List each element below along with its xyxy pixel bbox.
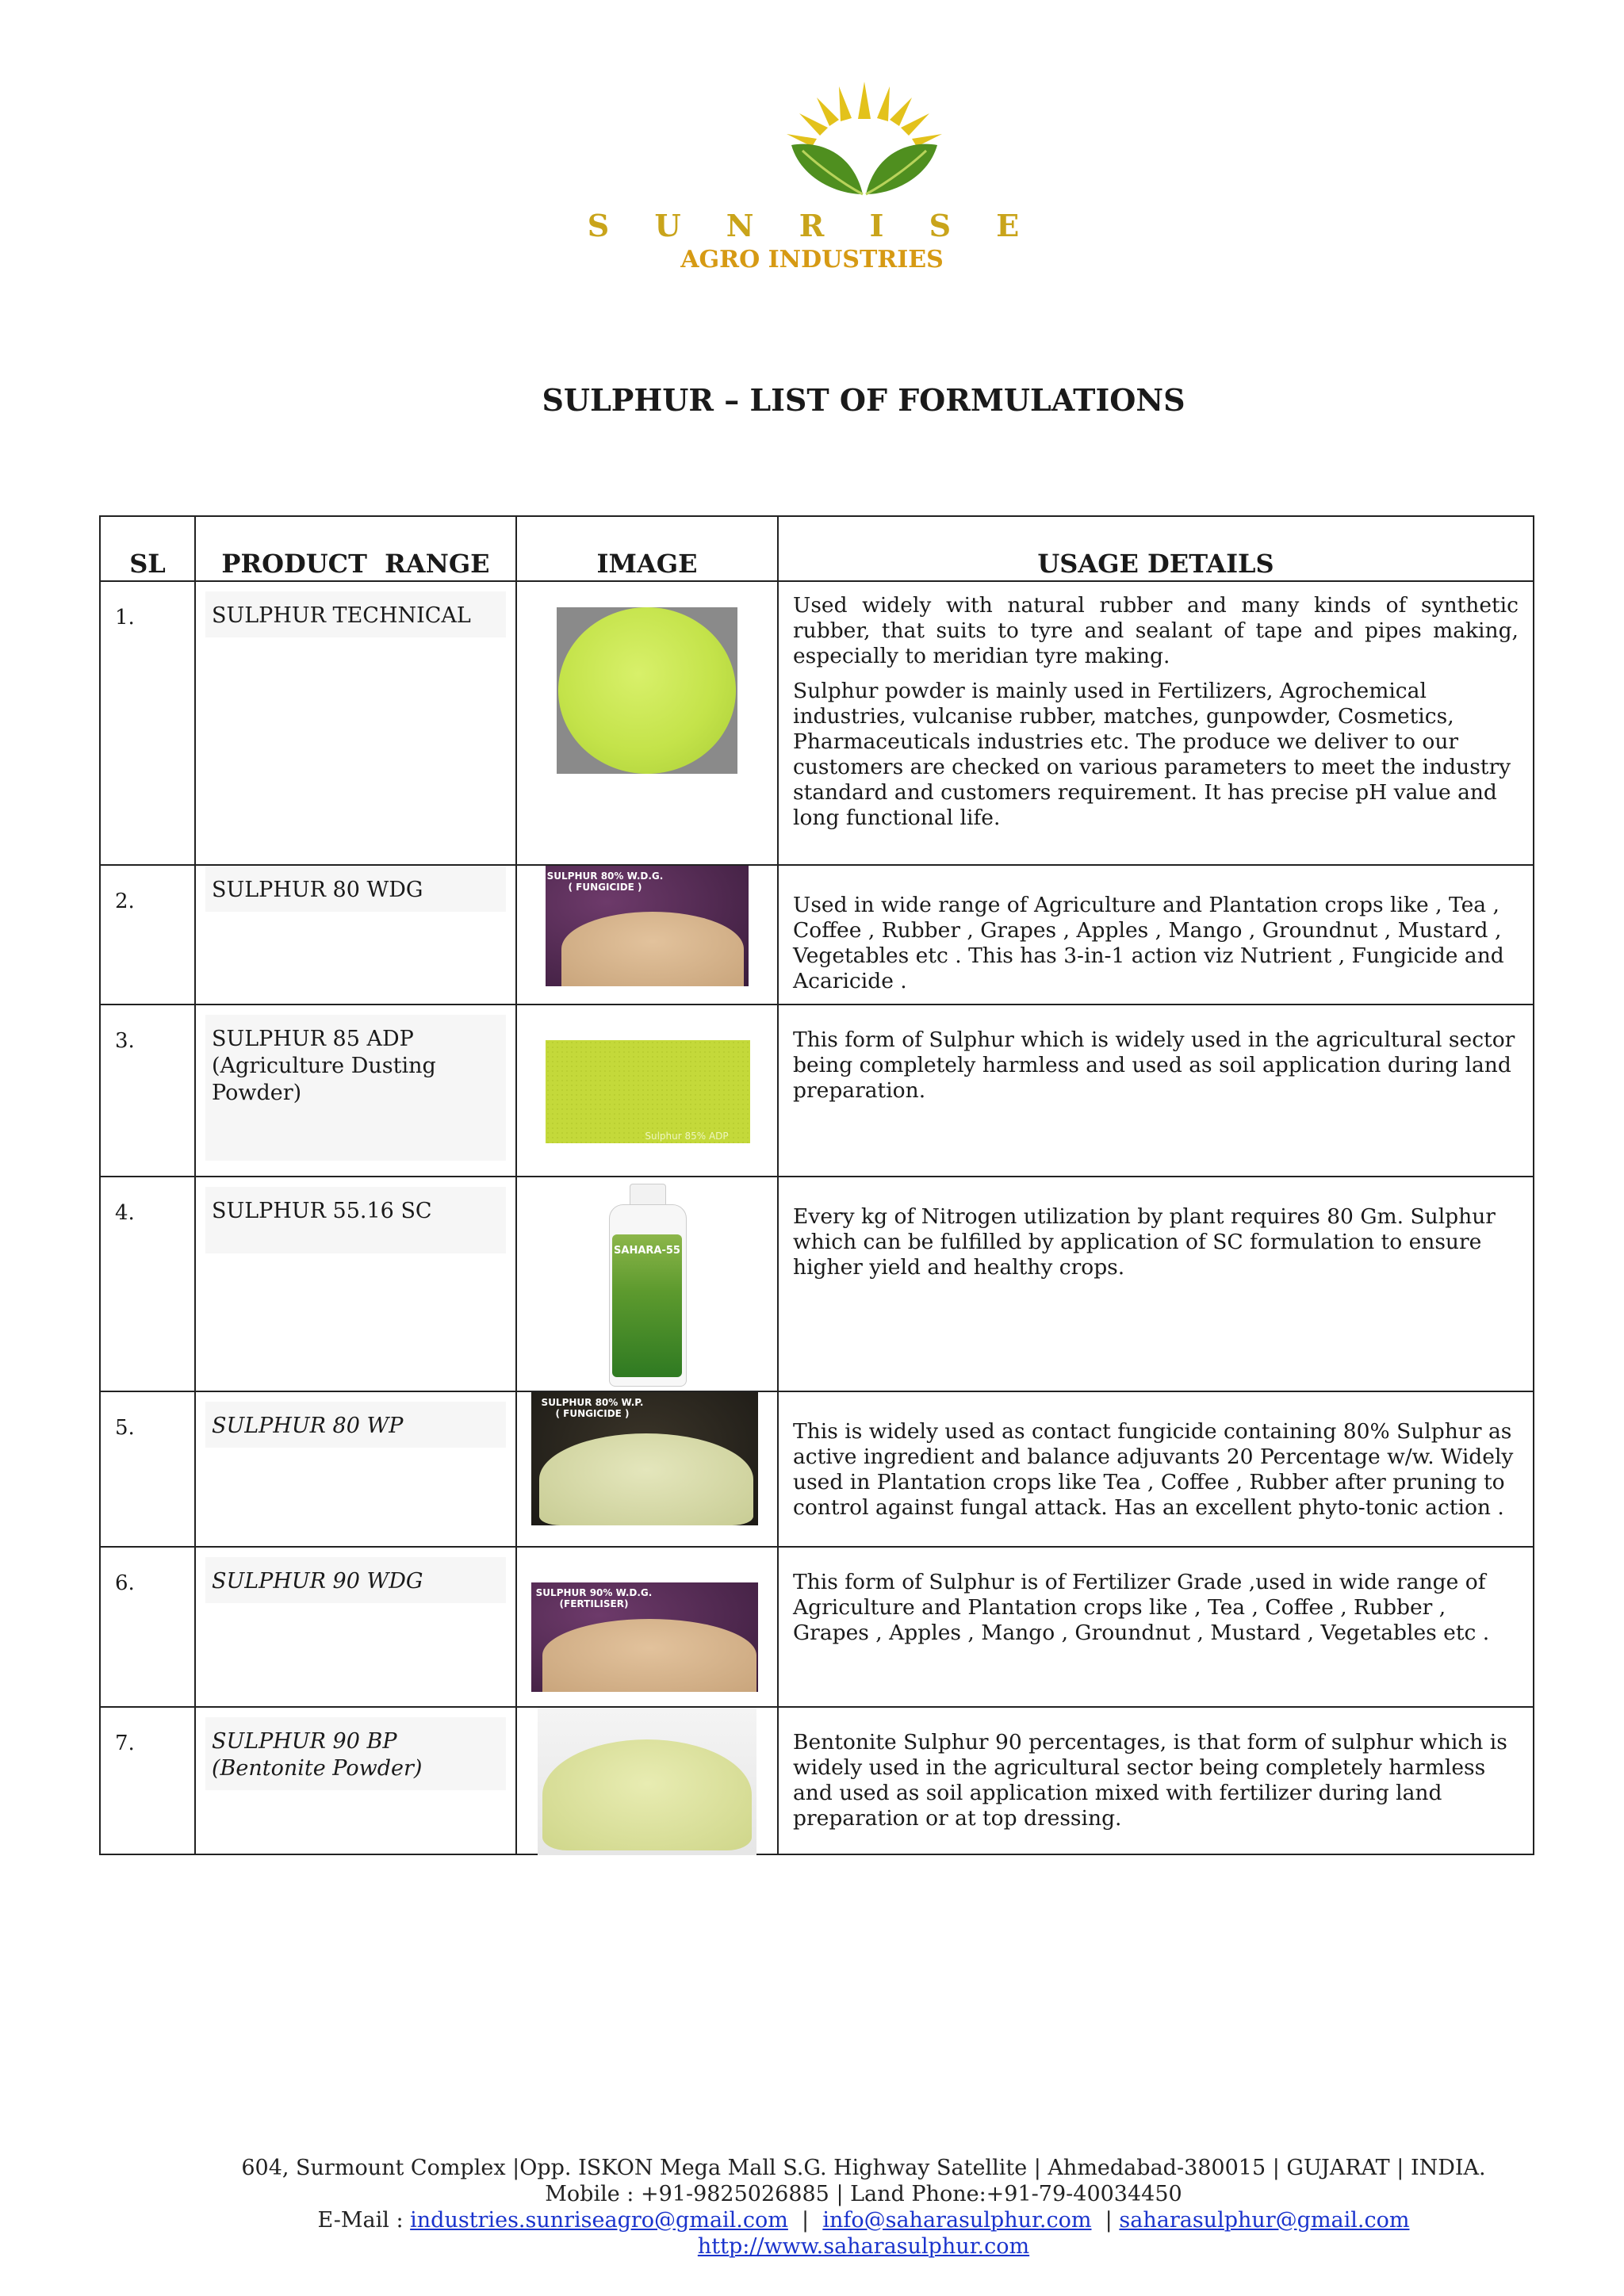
usage-text: This form of Sulphur is of Fertilizer Grade ,used in wide range of Agriculture and Plantation crops like , Tea , Coffee , Rubber , Grapes , Apples , Mango , Groundnut , Mustard , Vegetables etc . xyxy=(793,1570,1490,1645)
separator: | xyxy=(1105,2208,1113,2233)
usage-text: Used in wide range of Agriculture and Plantation crops like , Tea , Coffee , Rubber , Grapes , Apples , Mango , Groundnut , Mustard , Vegetables etc . This has 3-in-1 action viz Nutrient , Fungicide and Acaricide . xyxy=(793,893,1504,993)
footer-emails xyxy=(0,2207,1624,2233)
brand-name: S U N R I S E xyxy=(587,208,1037,243)
product-name: SULPHUR 80 WP xyxy=(205,1402,506,1448)
sulphur-80-wdg-image xyxy=(546,866,749,986)
page-title: SULPHUR – LIST OF FORMULATIONS xyxy=(542,382,1185,418)
image-label: SULPHUR 90% W.D.G. (FERTILISER) xyxy=(535,1587,653,1609)
sulphur-55-sc-bottle-image xyxy=(604,1184,690,1386)
sulphur-90-wdg-image xyxy=(531,1582,758,1692)
product-name xyxy=(205,1717,506,1790)
website-link[interactable]: http://www.saharasulphur.com xyxy=(697,2234,1030,2259)
header-usage-details: USAGE DETAILS xyxy=(778,516,1534,581)
table-row xyxy=(100,1707,1534,1854)
email-link-info[interactable]: info@saharasulphur.com xyxy=(822,2208,1092,2233)
table-row xyxy=(100,581,1534,865)
product-name: SULPHUR 90 WDG xyxy=(205,1557,506,1603)
table-row xyxy=(100,1177,1534,1391)
email-label: E-Mail : xyxy=(317,2208,404,2233)
image-label: SULPHUR 80% W.D.G. ( FUNGICIDE ) xyxy=(546,871,664,893)
header-sl: SL xyxy=(100,516,195,581)
product-name: SULPHUR TECHNICAL xyxy=(205,591,506,637)
sl-number: 7. xyxy=(100,1707,195,1854)
usage-text: Sulphur powder is mainly used in Fertilizers, Agrochemical industries, vulcanise rubber, matches, gunpowder, Cosmetics, Pharmaceuticals industries etc. The produce we deliver to our customers are checked on various parameters to meet the industry standard and customers requirement. It has precise pH value and long functional life. xyxy=(793,679,1511,830)
image-label: Sulphur 85% ADP xyxy=(645,1131,729,1142)
sulphur-technical-image xyxy=(557,607,737,774)
sulphur-85-adp-image xyxy=(546,1040,750,1143)
usage-text: Bentonite Sulphur 90 percentages, is that form of sulphur which is widely used in the agricultural sector being completely harmless and used as soil application mixed with fertilizer during land preparation or at top dressing. xyxy=(793,1730,1507,1831)
table-row xyxy=(100,1547,1534,1707)
product-name: SULPHUR 55.16 SC xyxy=(205,1187,506,1253)
usage-text: Used widely with natural rubber and many kinds of synthetic rubber, that suits to tyre and sealant of tape and pipes making, especially to meridian tyre making. xyxy=(793,593,1519,668)
sl-number: 5. xyxy=(100,1391,195,1547)
formulations-table xyxy=(99,515,1534,1855)
sl-number: 1. xyxy=(100,581,195,865)
email-link-saharasulphur[interactable]: saharasulphur@gmail.com xyxy=(1119,2208,1410,2233)
table-header-row xyxy=(100,516,1534,581)
image-label: SAHARA-55 xyxy=(614,1245,680,1257)
table-row xyxy=(100,1391,1534,1547)
usage-text: This form of Sulphur which is widely used in the agricultural sector being completely harmless and used as soil application during land preparation. xyxy=(793,1027,1515,1103)
sl-number: 6. xyxy=(100,1547,195,1707)
sl-number: 3. xyxy=(100,1004,195,1177)
header-image: IMAGE xyxy=(516,516,778,581)
sunrise-logo xyxy=(761,75,967,210)
product-name-line: (Bentonite Powder) xyxy=(212,1756,423,1781)
product-name: SULPHUR 85 ADP (Agriculture Dusting Powder) xyxy=(205,1015,506,1161)
product-name-line: SULPHUR 90 BP xyxy=(212,1729,397,1754)
email-link-sunriseagro[interactable]: industries.sunriseagro@gmail.com xyxy=(410,2208,788,2233)
separator: | xyxy=(802,2208,810,2233)
table-row xyxy=(100,1004,1534,1177)
sl-number: 2. xyxy=(100,865,195,1004)
brand-subtitle: AGRO INDUSTRIES xyxy=(680,246,944,274)
sulphur-90-bp-image xyxy=(538,1708,756,1855)
image-label: SULPHUR 80% W.P. ( FUNGICIDE ) xyxy=(541,1397,644,1419)
sl-number: 4. xyxy=(100,1177,195,1391)
footer-phones: Mobile : +91-9825026885 | Land Phone:+91-79-40034450 xyxy=(545,2182,1182,2206)
usage-text: This is widely used as contact fungicide containing 80% Sulphur as active ingredient and balance adjuvants 20 Percentage w/w. Widely used in Plantation crops like Tea , Coffee , Rubber after pruning to control against fungal attack. Has an excellent phyto-tonic action . xyxy=(793,1419,1514,1520)
sulphur-80-wp-image xyxy=(531,1392,758,1525)
footer-address: 604, Surmount Complex |Opp. ISKON Mega Mall S.G. Highway Satellite | Ahmedabad-380015 | GUJARAT | INDIA. xyxy=(241,2156,1486,2180)
product-name: SULPHUR 80 WDG xyxy=(205,866,506,912)
table-row xyxy=(100,865,1534,1004)
header-product-range: PRODUCT RANGE xyxy=(195,516,516,581)
footer xyxy=(0,2155,1624,2260)
usage-text: Every kg of Nitrogen utilization by plant requires 80 Gm. Sulphur which can be fulfilled by application of SC formulation to ensure higher yield and healthy crops. xyxy=(793,1204,1496,1280)
